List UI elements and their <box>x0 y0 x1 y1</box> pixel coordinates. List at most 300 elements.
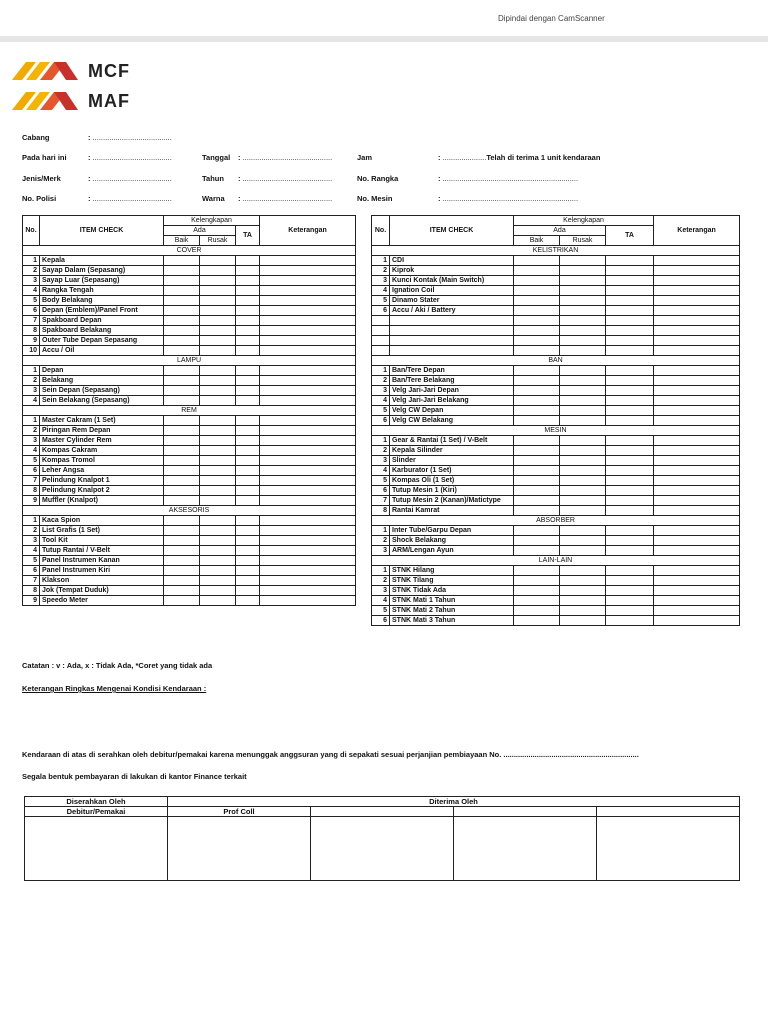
cell-keterangan[interactable] <box>654 466 740 476</box>
cell-baik[interactable] <box>164 376 200 386</box>
cell-rusak[interactable] <box>560 436 606 446</box>
cell-ta[interactable] <box>606 376 654 386</box>
cell-ta[interactable] <box>606 456 654 466</box>
cell-baik[interactable] <box>164 266 200 276</box>
cell-rusak[interactable] <box>200 456 236 466</box>
cell-keterangan[interactable] <box>260 306 356 316</box>
cell-rusak[interactable] <box>200 286 236 296</box>
cell-ta[interactable] <box>236 416 260 426</box>
cell-rusak[interactable] <box>200 306 236 316</box>
cell-ta[interactable] <box>606 296 654 306</box>
cell-baik[interactable] <box>164 496 200 506</box>
cell-keterangan[interactable] <box>654 526 740 536</box>
cell-rusak[interactable] <box>560 296 606 306</box>
item-check-label: Sayap Luar (Sepasang) <box>40 276 164 286</box>
cell-rusak[interactable] <box>560 286 606 296</box>
cell-ta[interactable] <box>236 286 260 296</box>
cell-rusak[interactable] <box>200 576 236 586</box>
cell-rusak[interactable] <box>560 506 606 516</box>
table-row <box>23 536 356 546</box>
blank-cell <box>606 336 654 346</box>
cell-ta[interactable] <box>236 566 260 576</box>
cell-ta[interactable] <box>606 286 654 296</box>
cell-rusak[interactable] <box>200 316 236 326</box>
cell-ta[interactable] <box>236 446 260 456</box>
cell-rusak[interactable] <box>200 376 236 386</box>
cell-keterangan[interactable] <box>260 556 356 566</box>
cell-baik[interactable] <box>514 596 560 606</box>
cell-baik[interactable] <box>514 606 560 616</box>
cell-keterangan[interactable] <box>654 486 740 496</box>
cell-keterangan[interactable] <box>654 286 740 296</box>
cell-ta[interactable] <box>236 546 260 556</box>
cell-ta[interactable] <box>606 446 654 456</box>
cell-rusak[interactable] <box>200 336 236 346</box>
cell-keterangan[interactable] <box>654 436 740 446</box>
cell-baik[interactable] <box>514 416 560 426</box>
cell-baik[interactable] <box>514 306 560 316</box>
cell-ta[interactable] <box>606 476 654 486</box>
cell-ta[interactable] <box>236 396 260 406</box>
cell-rusak[interactable] <box>560 576 606 586</box>
cell-rusak[interactable] <box>560 396 606 406</box>
signature-box-4[interactable] <box>454 817 597 881</box>
cell-baik[interactable] <box>164 466 200 476</box>
scan-top-bar <box>0 36 768 42</box>
cell-rusak[interactable] <box>560 416 606 426</box>
cell-keterangan[interactable] <box>260 576 356 586</box>
cell-rusak[interactable] <box>560 526 606 536</box>
jam-field[interactable]: : .....................Telah di terima 1 unit kendaraan <box>438 153 601 162</box>
cell-ta[interactable] <box>236 436 260 446</box>
blank-cell <box>560 316 606 326</box>
cell-rusak[interactable] <box>560 476 606 486</box>
cell-keterangan[interactable] <box>260 446 356 456</box>
cell-keterangan[interactable] <box>654 596 740 606</box>
blank-row <box>372 326 740 336</box>
cell-ta[interactable] <box>236 386 260 396</box>
cell-rusak[interactable] <box>560 466 606 476</box>
cell-keterangan[interactable] <box>654 416 740 426</box>
cell-rusak[interactable] <box>560 306 606 316</box>
cell-keterangan[interactable] <box>260 296 356 306</box>
cell-rusak[interactable] <box>200 436 236 446</box>
cell-keterangan[interactable] <box>260 316 356 326</box>
cell-rusak[interactable] <box>560 596 606 606</box>
cell-rusak[interactable] <box>560 496 606 506</box>
cell-keterangan[interactable] <box>654 506 740 516</box>
cell-rusak[interactable] <box>200 296 236 306</box>
cell-keterangan[interactable] <box>654 366 740 376</box>
item-check-label: Velg CW Belakang <box>390 416 514 426</box>
cell-baik[interactable] <box>164 316 200 326</box>
cell-keterangan[interactable] <box>654 276 740 286</box>
cell-baik[interactable] <box>514 456 560 466</box>
table-row <box>23 336 356 346</box>
cell-ta[interactable] <box>236 346 260 356</box>
cell-rusak[interactable] <box>200 266 236 276</box>
cell-keterangan[interactable] <box>654 386 740 396</box>
cell-baik[interactable] <box>514 536 560 546</box>
cell-rusak[interactable] <box>200 476 236 486</box>
table-row <box>23 456 356 466</box>
cell-ta[interactable] <box>236 516 260 526</box>
cell-keterangan[interactable] <box>654 536 740 546</box>
cell-ta[interactable] <box>236 596 260 606</box>
cell-baik[interactable] <box>164 576 200 586</box>
cell-rusak[interactable] <box>200 536 236 546</box>
cell-ta[interactable] <box>236 576 260 586</box>
cell-rusak[interactable] <box>560 266 606 276</box>
cell-ta[interactable] <box>236 376 260 386</box>
cell-rusak[interactable] <box>200 326 236 336</box>
cell-baik[interactable] <box>164 386 200 396</box>
cell-ta[interactable] <box>236 586 260 596</box>
cell-baik[interactable] <box>514 296 560 306</box>
cell-baik[interactable] <box>514 366 560 376</box>
cell-baik[interactable] <box>164 556 200 566</box>
cell-baik[interactable] <box>164 396 200 406</box>
cell-baik[interactable] <box>514 256 560 266</box>
cell-rusak[interactable] <box>560 386 606 396</box>
cell-keterangan[interactable] <box>654 566 740 576</box>
cell-ta[interactable] <box>606 436 654 446</box>
cell-ta[interactable] <box>606 396 654 406</box>
cell-rusak[interactable] <box>200 566 236 576</box>
cell-rusak[interactable] <box>560 276 606 286</box>
cell-keterangan[interactable] <box>260 386 356 396</box>
cell-keterangan[interactable] <box>654 456 740 466</box>
tahun-field[interactable]: : ........................................... <box>238 174 333 183</box>
signature-box-3[interactable] <box>311 817 454 881</box>
cell-baik[interactable] <box>514 286 560 296</box>
blank-cell <box>372 316 390 326</box>
row-number: 4 <box>23 286 40 296</box>
cell-baik[interactable] <box>164 296 200 306</box>
cell-keterangan[interactable] <box>260 466 356 476</box>
cell-keterangan[interactable] <box>260 486 356 496</box>
cell-keterangan[interactable] <box>654 586 740 596</box>
cell-keterangan[interactable] <box>260 366 356 376</box>
cell-ta[interactable] <box>236 536 260 546</box>
table-row <box>372 276 740 286</box>
warna-field[interactable]: : ........................................... <box>238 194 333 203</box>
cell-ta[interactable] <box>606 616 654 626</box>
cell-baik[interactable] <box>164 426 200 436</box>
row-number: 3 <box>23 276 40 286</box>
cell-ta[interactable] <box>606 256 654 266</box>
tahun-label: Tahun <box>202 174 224 183</box>
cell-baik[interactable] <box>514 616 560 626</box>
cell-ta[interactable] <box>606 596 654 606</box>
cell-ta[interactable] <box>236 316 260 326</box>
cell-ta[interactable] <box>606 386 654 396</box>
cell-ta[interactable] <box>606 486 654 496</box>
cell-keterangan[interactable] <box>654 376 740 386</box>
cell-rusak[interactable] <box>200 446 236 456</box>
cell-ta[interactable] <box>236 486 260 496</box>
cell-keterangan[interactable] <box>260 426 356 436</box>
cell-baik[interactable] <box>164 476 200 486</box>
section-row <box>372 516 740 526</box>
cell-baik[interactable] <box>164 416 200 426</box>
cell-rusak[interactable] <box>560 546 606 556</box>
cell-rusak[interactable] <box>200 526 236 536</box>
cell-ta[interactable] <box>606 496 654 506</box>
cell-ta[interactable] <box>606 586 654 596</box>
cell-keterangan[interactable] <box>260 436 356 446</box>
cell-ta[interactable] <box>606 506 654 516</box>
cell-rusak[interactable] <box>200 486 236 496</box>
cell-keterangan[interactable] <box>654 476 740 486</box>
signature-box-debitur[interactable] <box>25 817 168 881</box>
cell-rusak[interactable] <box>560 406 606 416</box>
cell-ta[interactable] <box>606 406 654 416</box>
item-check-label: Gear & Rantai (1 Set) / V-Belt <box>390 436 514 446</box>
cell-ta[interactable] <box>606 546 654 556</box>
item-check-label: Muffler (Knalpot) <box>40 496 164 506</box>
cell-ta[interactable] <box>606 576 654 586</box>
table-row <box>23 276 356 286</box>
cell-rusak[interactable] <box>200 516 236 526</box>
cell-keterangan[interactable] <box>260 266 356 276</box>
cell-keterangan[interactable] <box>654 296 740 306</box>
cell-baik[interactable] <box>514 436 560 446</box>
tanggal-field[interactable]: : ........................................... <box>238 153 333 162</box>
cell-ta[interactable] <box>236 266 260 276</box>
cell-keterangan[interactable] <box>260 336 356 346</box>
cell-keterangan[interactable] <box>654 396 740 406</box>
item-check-label: Body Belakang <box>40 296 164 306</box>
cell-keterangan[interactable] <box>260 256 356 266</box>
cabang-field[interactable]: : ...................................... <box>88 133 172 142</box>
diterima-oleh-header: Diterima Oleh <box>168 797 740 807</box>
cell-rusak[interactable] <box>560 606 606 616</box>
cell-rusak[interactable] <box>560 536 606 546</box>
cell-baik[interactable] <box>164 536 200 546</box>
row-number: 4 <box>372 596 390 606</box>
cell-baik[interactable] <box>514 396 560 406</box>
cell-baik[interactable] <box>514 376 560 386</box>
cell-baik[interactable] <box>164 276 200 286</box>
table-row <box>23 416 356 426</box>
cell-keterangan[interactable] <box>260 376 356 386</box>
cell-ta[interactable] <box>236 466 260 476</box>
jenis-merk-field[interactable]: : ...................................... <box>88 174 172 183</box>
cell-ta[interactable] <box>236 526 260 536</box>
cell-rusak[interactable] <box>560 366 606 376</box>
cell-rusak[interactable] <box>200 386 236 396</box>
cell-keterangan[interactable] <box>260 596 356 606</box>
cell-rusak[interactable] <box>200 426 236 436</box>
cell-keterangan[interactable] <box>654 256 740 266</box>
cell-baik[interactable] <box>514 476 560 486</box>
cell-rusak[interactable] <box>560 586 606 596</box>
cell-rusak[interactable] <box>200 496 236 506</box>
cell-rusak[interactable] <box>560 256 606 266</box>
cell-baik[interactable] <box>164 336 200 346</box>
cell-baik[interactable] <box>164 256 200 266</box>
cell-rusak[interactable] <box>560 456 606 466</box>
cell-ta[interactable] <box>236 456 260 466</box>
pada-hari-ini-field[interactable]: : ...................................... <box>88 153 172 162</box>
cell-baik[interactable] <box>164 456 200 466</box>
cell-baik[interactable] <box>514 486 560 496</box>
cell-baik[interactable] <box>164 566 200 576</box>
maf-logo-icon <box>12 90 80 112</box>
cell-keterangan[interactable] <box>260 416 356 426</box>
cell-keterangan[interactable] <box>260 516 356 526</box>
cell-rusak[interactable] <box>560 446 606 456</box>
cell-rusak[interactable] <box>200 276 236 286</box>
cell-baik[interactable] <box>514 446 560 456</box>
cell-ta[interactable] <box>606 306 654 316</box>
cell-keterangan[interactable] <box>260 526 356 536</box>
section-title: REM <box>23 406 356 416</box>
cell-baik[interactable] <box>164 306 200 316</box>
cell-baik[interactable] <box>164 436 200 446</box>
row-number: 6 <box>23 566 40 576</box>
cell-baik[interactable] <box>164 446 200 456</box>
cell-ta[interactable] <box>236 476 260 486</box>
cell-keterangan[interactable] <box>260 346 356 356</box>
cell-baik[interactable] <box>514 586 560 596</box>
cell-rusak[interactable] <box>200 596 236 606</box>
cell-keterangan[interactable] <box>654 616 740 626</box>
cell-rusak[interactable] <box>560 566 606 576</box>
debitur-pemakai-header: Debitur/Pemakai <box>25 807 168 817</box>
cell-baik[interactable] <box>164 286 200 296</box>
cell-ta[interactable] <box>236 276 260 286</box>
cell-keterangan[interactable] <box>260 586 356 596</box>
cell-ta[interactable] <box>236 296 260 306</box>
cell-ta[interactable] <box>236 496 260 506</box>
blank-cell <box>372 336 390 346</box>
cell-rusak[interactable] <box>200 256 236 266</box>
cell-keterangan[interactable] <box>260 476 356 486</box>
table-row <box>372 456 740 466</box>
cell-baik[interactable] <box>514 386 560 396</box>
cell-baik[interactable] <box>164 326 200 336</box>
cell-rusak[interactable] <box>200 396 236 406</box>
row-number: 3 <box>372 546 390 556</box>
cell-ta[interactable] <box>236 256 260 266</box>
section-row <box>372 556 740 566</box>
cell-ta[interactable] <box>606 536 654 546</box>
cell-keterangan[interactable] <box>260 286 356 296</box>
cell-baik[interactable] <box>164 526 200 536</box>
cell-rusak[interactable] <box>200 466 236 476</box>
cell-ta[interactable] <box>606 466 654 476</box>
cell-ta[interactable] <box>236 326 260 336</box>
right-checklist-body <box>372 246 740 626</box>
cell-baik[interactable] <box>514 506 560 516</box>
cell-baik[interactable] <box>514 406 560 416</box>
cell-rusak[interactable] <box>560 616 606 626</box>
cell-baik[interactable] <box>514 576 560 586</box>
signature-box-5[interactable] <box>597 817 740 881</box>
cell-keterangan[interactable] <box>260 396 356 406</box>
cell-rusak[interactable] <box>200 546 236 556</box>
cell-baik[interactable] <box>164 486 200 496</box>
cell-keterangan[interactable] <box>260 546 356 556</box>
cell-rusak[interactable] <box>200 556 236 566</box>
cell-keterangan[interactable] <box>654 406 740 416</box>
cell-ta[interactable] <box>236 426 260 436</box>
cell-baik[interactable] <box>514 276 560 286</box>
cell-ta[interactable] <box>236 366 260 376</box>
cell-keterangan[interactable] <box>654 306 740 316</box>
cell-baik[interactable] <box>514 526 560 536</box>
scanner-watermark: Dipindai dengan CamScanner <box>498 14 605 23</box>
signature-box-prof-coll[interactable] <box>168 817 311 881</box>
cell-keterangan[interactable] <box>260 326 356 336</box>
cell-ta[interactable] <box>606 416 654 426</box>
cell-ta[interactable] <box>606 566 654 576</box>
cell-baik[interactable] <box>164 586 200 596</box>
cell-rusak[interactable] <box>560 376 606 386</box>
cell-baik[interactable] <box>164 346 200 356</box>
cell-ta[interactable] <box>606 526 654 536</box>
item-check-label: Inter Tube/Garpu Depan <box>390 526 514 536</box>
maf-logo-text: MAF <box>88 90 130 111</box>
table-row <box>23 496 356 506</box>
cell-rusak[interactable] <box>200 586 236 596</box>
cell-rusak[interactable] <box>200 366 236 376</box>
no-polisi-field[interactable]: : ...................................... <box>88 194 172 203</box>
cell-baik[interactable] <box>514 496 560 506</box>
blank-cell <box>560 326 606 336</box>
cell-keterangan[interactable] <box>654 606 740 616</box>
cell-ta[interactable] <box>606 266 654 276</box>
cell-keterangan[interactable] <box>654 266 740 276</box>
cell-keterangan[interactable] <box>260 276 356 286</box>
cell-keterangan[interactable] <box>260 456 356 466</box>
cell-ta[interactable] <box>236 556 260 566</box>
table-row <box>23 466 356 476</box>
cell-baik[interactable] <box>514 546 560 556</box>
cabang-label: Cabang <box>22 133 50 142</box>
cell-baik[interactable] <box>514 466 560 476</box>
cell-rusak[interactable] <box>560 486 606 496</box>
cell-ta[interactable] <box>236 336 260 346</box>
cell-keterangan[interactable] <box>654 546 740 556</box>
cell-keterangan[interactable] <box>654 446 740 456</box>
no-rangka-field[interactable]: : ................................................................. <box>438 174 579 183</box>
cell-rusak[interactable] <box>200 346 236 356</box>
cell-baik[interactable] <box>164 546 200 556</box>
table-row <box>23 256 356 266</box>
table-row <box>372 496 740 506</box>
cell-ta[interactable] <box>606 606 654 616</box>
cell-keterangan[interactable] <box>260 496 356 506</box>
cell-baik[interactable] <box>164 596 200 606</box>
cell-ta[interactable] <box>606 366 654 376</box>
cell-baik[interactable] <box>164 516 200 526</box>
pembayaran-statement: Segala bentuk pembayaran di lakukan di kantor Finance terkait <box>22 772 247 781</box>
cell-ta[interactable] <box>236 306 260 316</box>
cell-keterangan[interactable] <box>654 576 740 586</box>
cell-baik[interactable] <box>514 566 560 576</box>
cell-rusak[interactable] <box>200 416 236 426</box>
cell-ta[interactable] <box>606 276 654 286</box>
cell-baik[interactable] <box>514 266 560 276</box>
cell-keterangan[interactable] <box>260 566 356 576</box>
cell-keterangan[interactable] <box>654 496 740 506</box>
cell-baik[interactable] <box>164 366 200 376</box>
cell-keterangan[interactable] <box>260 536 356 546</box>
no-mesin-field[interactable]: : ................................................................. <box>438 194 579 203</box>
